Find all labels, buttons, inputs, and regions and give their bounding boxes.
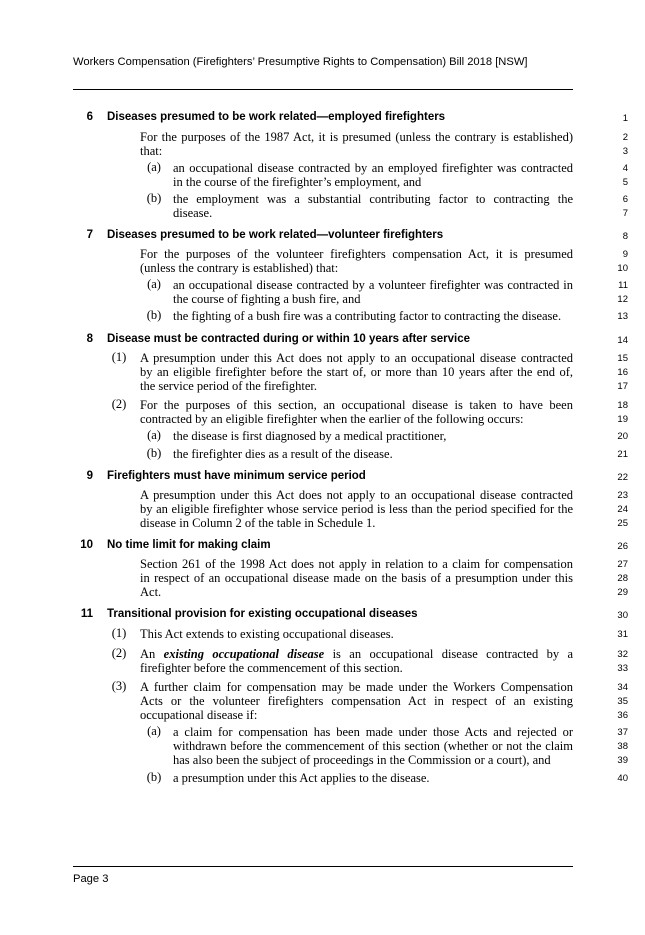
body-line: disease. [173, 206, 213, 220]
line-number: 12 [617, 294, 628, 305]
line-number: 4 [622, 163, 628, 174]
line-number: 25 [617, 518, 628, 529]
defined-term: existing occupational disease [163, 647, 325, 661]
subsection-label: (2) [111, 397, 127, 411]
paragraph-label: (a) [147, 160, 161, 174]
body-line: the fighting of a bush fire was a contributing factor to contracting the disease. [173, 309, 562, 323]
body-line-with-term [140, 647, 573, 661]
paragraph-label: (b) [146, 770, 162, 784]
body-line: This Act extends to existing occupational diseases. [140, 627, 394, 641]
line-number: 6 [622, 194, 628, 205]
line-number: 14 [617, 335, 628, 346]
section-number: 7 [86, 229, 93, 241]
line-number: 11 [618, 280, 628, 291]
body-line: by an eligible firefighter whose service period is less than the period specified for the [140, 502, 573, 516]
section-number: 6 [86, 111, 93, 123]
body-line: in the course of the firefighter’s employment, and [173, 175, 422, 189]
line-number: 21 [617, 449, 628, 460]
line-number: 34 [617, 682, 628, 693]
body-line: For the purposes of the 1987 Act, it is presumed (unless the contrary is established) [140, 130, 573, 144]
body-line: For the purposes of this section, an occupational disease is taken to have been [140, 398, 573, 412]
paragraph-label: (b) [146, 191, 162, 205]
body-line: by an eligible firefighter before the start of, or more than 10 years after the end of, [140, 365, 573, 379]
section-heading: Firefighters must have minimum service period [107, 470, 366, 482]
line-number: 19 [617, 414, 628, 425]
line-number: 30 [617, 610, 628, 621]
line-number: 37 [617, 727, 628, 738]
body-line: (unless the contrary is established) that: [140, 261, 339, 275]
body-line: the service period of the firefighter. [140, 379, 318, 393]
line-number: 35 [617, 696, 628, 707]
line-number: 3 [622, 146, 628, 157]
body-line: withdrawn before the commencement of this section (whether or not the claim [173, 739, 573, 753]
body-line: Acts or the volunteer firefighters compensation Act in respect of an existing [140, 694, 573, 708]
body-line: firefighter before the commencement of this section. [140, 661, 403, 675]
body-line: disease in Column 2 of the table in Schedule 1. [140, 516, 376, 530]
line-number: 5 [622, 177, 628, 188]
body-line: has also been the subject of proceedings in the Commission or a court), and [173, 753, 551, 767]
line-number: 29 [617, 587, 628, 598]
line-number: 15 [617, 353, 628, 364]
section-heading: Diseases presumed to be work related—volunteer firefighters [107, 229, 444, 241]
line-number: 10 [617, 263, 628, 274]
body-line: For the purposes of the volunteer firefighters compensation Act, it is presumed [140, 247, 573, 261]
line-number: 24 [617, 504, 628, 515]
subsection-label: (1) [111, 626, 127, 640]
line-number: 23 [617, 490, 628, 501]
line-number: 22 [617, 472, 628, 483]
section-heading: No time limit for making claim [107, 539, 271, 551]
body-line: an occupational disease contracted by a volunteer firefighter was contracted in [173, 278, 573, 292]
body-line: in respect of an occupational disease made on the basis of a presumption under this [140, 571, 573, 585]
section-heading: Transitional provision for existing occupational diseases [107, 608, 418, 620]
line-number: 16 [617, 367, 628, 378]
subsection-label: (2) [111, 646, 127, 660]
body-text: is an occupational disease contracted by a [332, 647, 574, 661]
paragraph-label: (a) [147, 428, 161, 442]
line-number: 20 [617, 431, 628, 442]
line-number: 8 [622, 231, 628, 242]
section-number: 11 [80, 608, 93, 620]
line-number: 1 [622, 113, 628, 124]
section-number: 8 [86, 333, 93, 345]
body-line: the disease is first diagnosed by a medical practitioner, [173, 429, 447, 443]
body-line: A presumption under this Act does not apply to an occupational disease contracted [140, 488, 573, 502]
line-number: 33 [617, 663, 628, 674]
body-line: A presumption under this Act does not apply to an occupational disease contracted [140, 351, 573, 365]
paragraph-label: (b) [146, 308, 162, 322]
line-number: 32 [617, 649, 628, 660]
body-line: occupational disease if: [140, 708, 258, 722]
paragraph-label: (b) [146, 446, 162, 460]
line-number: 2 [622, 132, 628, 143]
body-line: an occupational disease contracted by an employed firefighter was contracted [173, 161, 573, 175]
body-line: the employment was a substantial contributing factor to contracting the [173, 192, 573, 206]
line-number: 28 [617, 573, 628, 584]
line-number: 39 [617, 755, 628, 766]
line-number: 13 [617, 311, 628, 322]
line-number: 27 [617, 559, 628, 570]
line-number: 18 [617, 400, 628, 411]
header-rule [73, 89, 573, 90]
line-number: 38 [617, 741, 628, 752]
subsection-label: (3) [111, 679, 127, 693]
section-number: 9 [86, 470, 93, 482]
line-number: 31 [617, 629, 628, 640]
section-heading: Disease must be contracted during or within 10 years after service [107, 333, 471, 345]
page-header-title: Workers Compensation (Firefighters’ Presumptive Rights to Compensation) Bill 2018 [NSW] [73, 56, 528, 68]
body-line: that: [140, 144, 163, 158]
body-line: Section 261 of the 1998 Act does not apply in relation to a claim for compensation [140, 557, 573, 571]
page-number: Page 3 [73, 873, 109, 885]
line-number: 36 [617, 710, 628, 721]
body-text: An [140, 647, 156, 661]
section-heading: Diseases presumed to be work related—employed firefighters [107, 111, 446, 123]
footer-rule [73, 866, 573, 867]
line-number: 26 [617, 541, 628, 552]
body-line: a claim for compensation has been made under those Acts and rejected or [173, 725, 573, 739]
body-line: Act. [140, 585, 162, 599]
line-number: 17 [617, 381, 628, 392]
paragraph-label: (a) [147, 724, 161, 738]
line-number: 7 [622, 208, 628, 219]
body-line: A further claim for compensation may be made under the Workers Compensation [140, 680, 573, 694]
body-line: contracted by an eligible firefighter when the earlier of the following occurs: [140, 412, 524, 426]
body-line: the course of fighting a bush fire, and [173, 292, 361, 306]
paragraph-label: (a) [147, 277, 161, 291]
subsection-label: (1) [111, 350, 127, 364]
line-number: 40 [617, 773, 628, 784]
body-line: a presumption under this Act applies to the disease. [173, 771, 430, 785]
line-number: 9 [622, 249, 628, 260]
section-number: 10 [80, 539, 93, 551]
body-line: the firefighter dies as a result of the disease. [173, 447, 393, 461]
